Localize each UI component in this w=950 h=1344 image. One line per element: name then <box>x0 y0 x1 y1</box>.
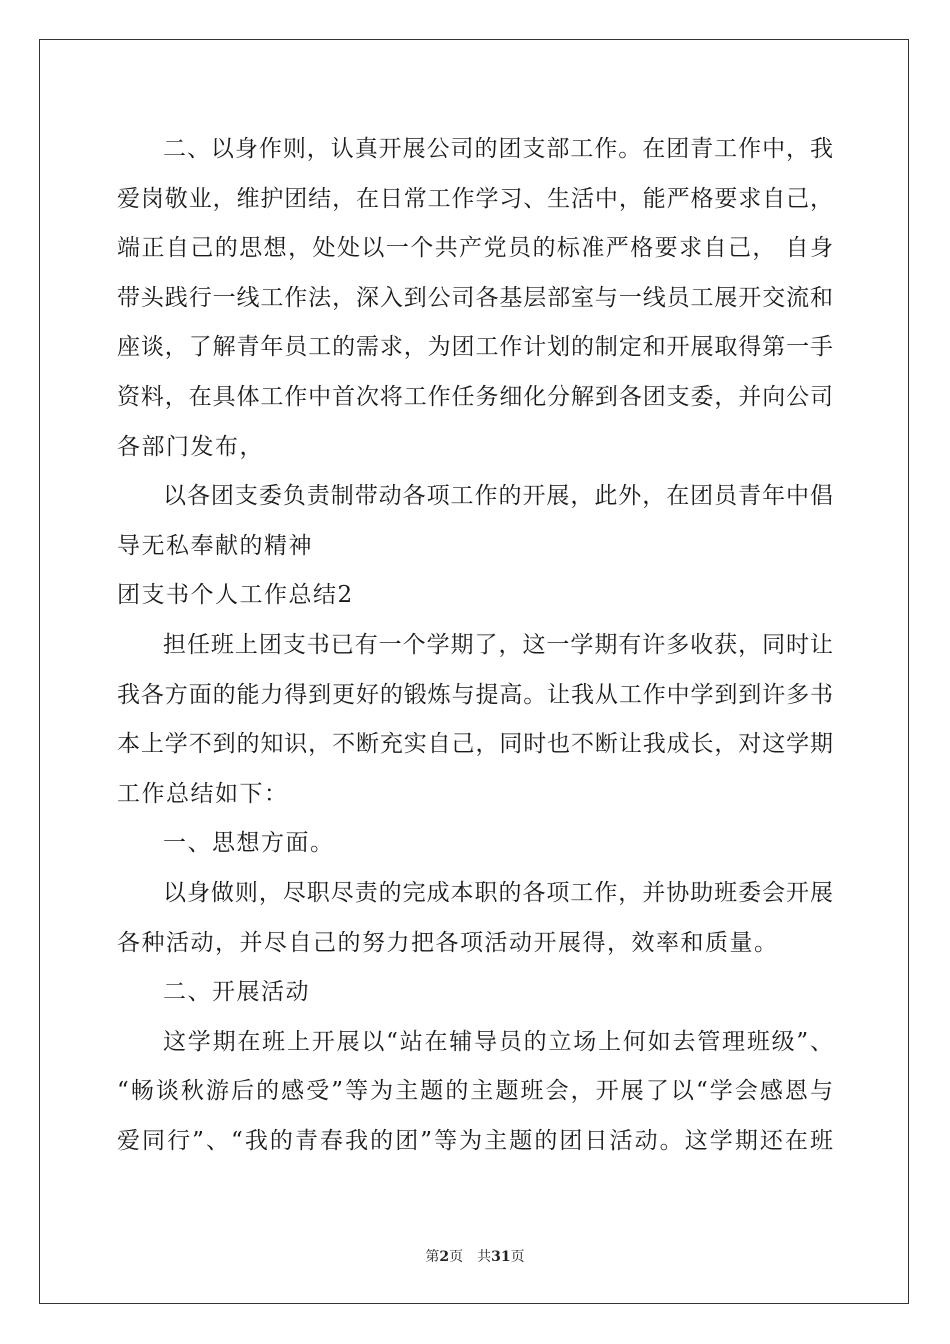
total-suffix: 页 <box>510 1249 525 1265</box>
paragraph-line: 端正自己的思想，处处以一个共产党员的标准严格要求自己， 自身 <box>117 235 833 262</box>
paragraph-line: 以身做则，尽职尽责的完成本职的各项工作，并协助班委会开展 <box>163 879 833 906</box>
paragraph-line: 二、以身作则，认真开展公司的团支部工作。在团青工作中，我 <box>163 136 833 162</box>
paragraph-line: 本上学不到的知识，不断充实自己，同时也不断让我成长，对这学期 <box>117 731 833 758</box>
paragraph-line: 工作总结如下： <box>117 780 289 807</box>
paragraph-line: 带头践行一线工作法，深入到公司各基层部室与一线员工展开交流和 <box>117 284 833 311</box>
page-footer <box>0 1246 950 1266</box>
paragraph-line: 各种活动，并尽自己的努力把各项活动开展得，效率和质量。 <box>117 929 779 956</box>
paragraph-line: 担任班上团支书已有一个学期了，这一学期有许多收获，同时让 <box>163 631 833 658</box>
paragraph-line: “畅谈秋游后的感受”等为主题的主题班会，开展了以“学会感恩与 <box>117 1078 833 1105</box>
paragraph-line: 爱岗敬业，维护团结，在日常工作学习、生活中，能严格要求自己， <box>117 185 833 212</box>
paragraph-line: 资料，在具体工作中首次将工作任务细化分解到各团支委，并向公司 <box>117 383 833 410</box>
page-label: 页 <box>449 1249 464 1265</box>
subheading: 一、思想方面。 <box>163 830 335 857</box>
paragraph-line: 我各方面的能力得到更好的锻炼与提高。让我从工作中学到到许多书 <box>117 681 833 708</box>
paragraph-line: 爱同行”、“我的青春我的团”等为主题的团日活动。这学期还在班 <box>117 1127 833 1154</box>
page-total: 31 <box>491 1249 511 1265</box>
paragraph-line: 以各团支委负责制带动各项工作的开展，此外，在团员青年中倡 <box>163 483 833 510</box>
page-current: 2 <box>439 1249 450 1265</box>
total-prefix: 共 <box>477 1249 492 1265</box>
page-prefix: 第 <box>425 1249 440 1265</box>
section-heading: 团支书个人工作总结2 <box>117 582 354 609</box>
subheading: 二、开展活动 <box>163 979 310 1006</box>
paragraph-line: 这学期在班上开展以“站在辅导员的立场上何如去管理班级”、 <box>163 1028 833 1055</box>
document-body <box>117 125 833 1166</box>
paragraph-line: 座谈，了解青年员工的需求，为团工作计划的制定和开展取得第一手 <box>117 334 833 361</box>
paragraph-line: 各部门发布， <box>117 433 264 460</box>
paragraph-line: 导无私奉献的精神 <box>117 532 313 559</box>
